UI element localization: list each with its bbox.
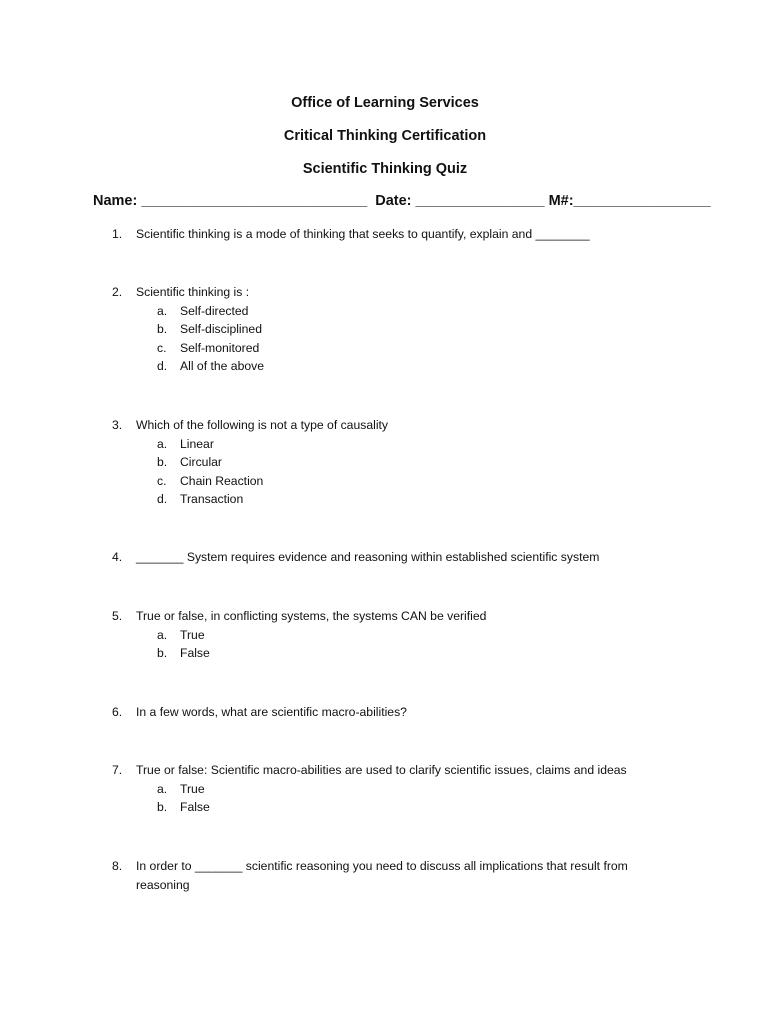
question-number: 4. — [112, 550, 123, 564]
option-text: False — [180, 800, 210, 815]
question-number: 1. — [112, 227, 123, 241]
question-text: _______ System requires evidence and reasoning within established scientific system — [136, 550, 600, 564]
option-letter: b. — [157, 455, 168, 470]
option-item — [112, 435, 672, 454]
question-6 — [112, 703, 672, 722]
question-text: Which of the following is not a type of causality — [136, 418, 389, 432]
question-2 — [112, 283, 672, 376]
question-5 — [112, 607, 672, 663]
office-title: Office of Learning Services — [291, 95, 479, 111]
question-3 — [112, 416, 672, 509]
question-number: 6. — [112, 705, 123, 719]
question-number: 2. — [112, 285, 123, 299]
option-text: Transaction — [180, 492, 244, 507]
option-letter: a. — [157, 436, 168, 451]
option-letter: b. — [157, 646, 168, 661]
option-item — [112, 320, 672, 339]
date-field: Date: ________________ — [375, 193, 545, 209]
question-text: Scientific thinking is a mode of thinking that seeks to quantify, explain and ________ — [136, 227, 590, 241]
option-letter: a. — [157, 303, 168, 318]
option-letter: a. — [157, 627, 168, 642]
question-4 — [112, 548, 672, 567]
option-text: Self-directed — [180, 303, 249, 318]
option-item — [112, 626, 672, 645]
question-number: 8. — [112, 859, 123, 873]
option-letter: a. — [157, 781, 168, 796]
option-list — [112, 780, 672, 817]
question-number: 7. — [112, 763, 123, 777]
option-item — [112, 780, 672, 799]
question-number: 3. — [112, 418, 123, 432]
option-item — [112, 339, 672, 358]
student-info-fields — [93, 193, 711, 209]
option-item — [112, 453, 672, 472]
option-text: Self-disciplined — [180, 322, 262, 337]
question-1 — [112, 225, 672, 244]
option-letter: c. — [157, 340, 167, 355]
option-text: True — [180, 781, 205, 796]
name-field: Name: ____________________________ — [93, 193, 368, 209]
question-text: True or false: Scientific macro-abilities are used to clarify scientific issues, claims and ideas — [136, 763, 627, 777]
option-list — [112, 435, 672, 509]
option-list — [112, 626, 672, 663]
option-text: All of the above — [180, 359, 265, 374]
option-item — [112, 644, 672, 663]
option-letter: c. — [157, 473, 167, 488]
option-letter: d. — [157, 359, 168, 374]
option-text: Circular — [180, 455, 222, 470]
question-text: In a few words, what are scientific macro-abilities? — [136, 705, 407, 719]
option-text: Self-monitored — [180, 340, 260, 355]
option-item — [112, 798, 672, 817]
option-letter: d. — [157, 492, 168, 507]
question-number: 5. — [112, 609, 123, 623]
m-number-field: M#:_________________ — [548, 193, 711, 209]
option-letter: b. — [157, 800, 168, 815]
option-item — [112, 490, 672, 509]
option-item — [112, 357, 672, 376]
quiz-title: Scientific Thinking Quiz — [302, 161, 468, 177]
option-item — [112, 302, 672, 321]
option-text: False — [180, 646, 210, 661]
question-text: True or false, in conflicting systems, the systems CAN be verified — [136, 609, 487, 623]
option-item — [112, 472, 672, 491]
question-8 — [112, 857, 672, 894]
question-7 — [112, 761, 672, 817]
certification-title: Critical Thinking Certification — [283, 128, 487, 144]
question-text: Scientific thinking is : — [136, 285, 250, 299]
option-list — [112, 302, 672, 376]
option-letter: b. — [157, 322, 168, 337]
option-text: True — [180, 627, 205, 642]
option-text: Linear — [180, 436, 214, 451]
question-text: In order to _______ scientific reasoning you need to discuss all implications that result from reasoning — [136, 859, 628, 892]
option-text: Chain Reaction — [180, 473, 264, 488]
